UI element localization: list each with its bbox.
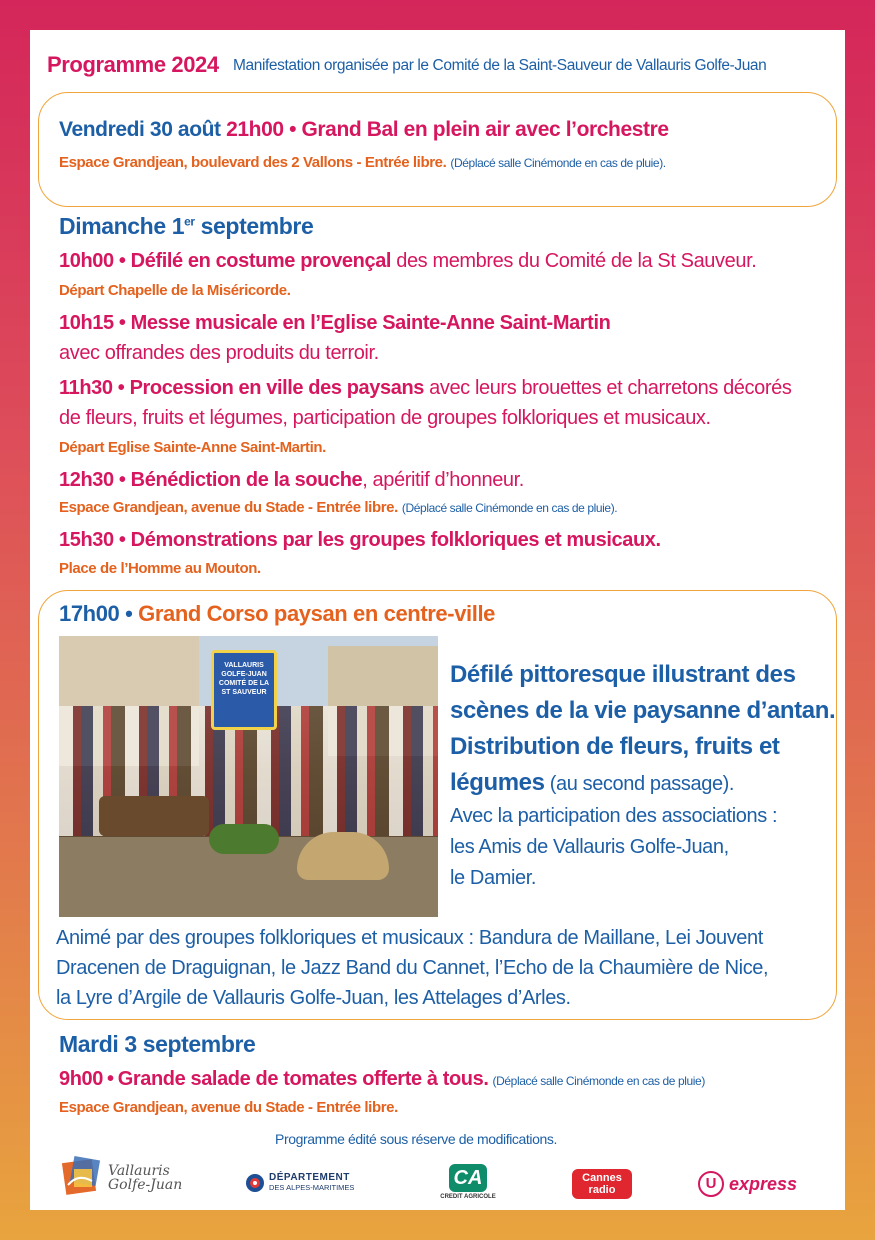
event-line: 10h15 • Messe musicale en l’Eglise Sainte-Anne Saint-Martin <box>59 312 611 334</box>
corso-desc-line: scènes de la vie paysanne d’antan. <box>450 697 836 724</box>
animated-line: Dracenen de Draguignan, le Jazz Band du Cannet, l’Echo de la Chaumière de Nice, <box>56 957 769 979</box>
corso-photo <box>59 636 438 917</box>
vallauris-logo <box>58 1152 208 1204</box>
friday-note: (Déplacé salle Cinémonde en cas de pluie). <box>450 156 666 170</box>
program-subtitle: Manifestation organisée par le Comité de la Saint-Sauveur de Vallauris Golfe-Juan <box>233 57 767 74</box>
event-line: 12h30 • Bénédiction de la souche, apéritif d’honneur. <box>59 469 524 491</box>
vallauris-logo-text: Vallauris Golfe-Juan <box>108 1163 183 1193</box>
assoc-line: le Damier. <box>450 867 537 889</box>
vallauris-emblem-icon <box>58 1155 104 1201</box>
friday-time: 21h00 <box>226 118 284 141</box>
event-detail: avec offrandes des produits du terroir. <box>59 342 379 364</box>
event-note: (Déplacé salle Cinémonde en cas de pluie). <box>401 501 618 515</box>
corso-associations <box>450 801 777 894</box>
event-place: Espace Grandjean, avenue du Stade - Entrée libre. <box>59 1099 398 1116</box>
corso-description <box>450 657 835 802</box>
corso-time: 17h00 <box>59 601 120 626</box>
animated-line: la Lyre d’Argile de Vallauris Golfe-Juan, les Attelages d’Arles. <box>56 987 571 1009</box>
u-logo-icon: U <box>698 1171 724 1197</box>
friday-heading <box>59 118 669 142</box>
corso-desc-line: légumes <box>450 769 545 796</box>
event-place: Départ Chapelle de la Miséricorde. <box>59 282 291 299</box>
event-detail: des membres du Comité de la St Sauveur. <box>391 250 757 272</box>
friday-separator: • <box>289 118 297 141</box>
photo-banner: VALLAURIS GOLFE-JUAN COMITÉ DE LA ST SAUVEUR <box>211 650 277 730</box>
event-detail: avec leurs brouettes et charretons décorés <box>423 377 792 399</box>
friday-date: Vendredi 30 août <box>59 118 221 141</box>
event-time: 11h30 <box>59 377 113 399</box>
departement-logo <box>245 1157 375 1209</box>
sunday-heading <box>59 213 313 240</box>
corso-title: Grand Corso paysan en centre-ville <box>138 601 495 626</box>
program-sheet <box>30 30 845 1210</box>
animated-line: Animé par des groupes folkloriques et musicaux : Bandura de Maillane, Lei Jouvent <box>56 927 763 949</box>
sunday-date-sup: er <box>184 214 195 229</box>
event-time: 12h30 <box>59 469 114 491</box>
event-title: Bénédiction de la souche <box>130 469 363 491</box>
event-place: Place de l’Homme au Mouton. <box>59 560 261 577</box>
assoc-line: les Amis de Vallauris Golfe-Juan, <box>450 836 729 858</box>
friday-event: Grand Bal en plein air avec l’orchestre <box>301 118 669 141</box>
event-place-line <box>59 499 617 517</box>
friday-place: Espace Grandjean, boulevard des 2 Vallons - Entrée libre. <box>59 154 447 171</box>
departement-line1: DÉPARTEMENT <box>269 1172 350 1183</box>
program-title: Programme 2024 <box>47 52 219 77</box>
event-time: 10h00 <box>59 250 114 272</box>
event-title: Défilé en costume provençal <box>130 250 392 272</box>
departement-line2: DES ALPES-MARITIMES <box>269 1183 355 1192</box>
departement-text <box>269 1173 354 1193</box>
sunday-date-suffix: septembre <box>194 213 314 239</box>
corso-animated-by <box>56 923 768 1013</box>
cannes-radio-logo <box>572 1158 634 1210</box>
corso-desc-line-rest: (au second passage). <box>544 773 735 795</box>
event-time: 10h15 <box>59 312 114 334</box>
event-detail: de fleurs, fruits et légumes, participation de groupes folkloriques et musicaux. <box>59 407 711 429</box>
credit-agricole-mark: CA <box>449 1164 487 1192</box>
event-detail: , apéritif d’honneur. <box>362 469 524 491</box>
departement-emblem-icon <box>245 1173 265 1193</box>
event-place: Départ Eglise Sainte-Anne Saint-Martin. <box>59 439 326 456</box>
u-express-text: express <box>729 1173 798 1194</box>
event-title: Messe musicale en l’Eglise Sainte-Anne Saint-Martin <box>130 312 611 334</box>
credit-agricole-logo <box>438 1156 498 1208</box>
cannes-radio-mark: Cannes radio <box>572 1169 632 1199</box>
sunday-date-prefix: Dimanche 1 <box>59 213 185 239</box>
credit-agricole-text: CREDIT AGRICOLE <box>440 1194 496 1200</box>
event-title: Grande salade de tomates offerte à tous. <box>117 1068 489 1090</box>
event-title: Procession en ville des paysans <box>129 377 424 399</box>
friday-box <box>38 92 837 207</box>
tuesday-heading: Mardi 3 septembre <box>59 1031 256 1057</box>
u-express-logo <box>698 1158 808 1210</box>
event-title: Démonstrations par les groupes folkloriques et musicaux. <box>130 529 661 551</box>
event-time: 9h00 <box>59 1068 103 1090</box>
assoc-line: Avec la participation des associations : <box>450 805 778 827</box>
corso-desc-line: Défilé pittoresque illustrant des <box>450 661 796 688</box>
tuesday-event-line: 9h00 • Grande salade de tomates offerte à tous. (Déplacé salle Cinémonde en cas de pluie) <box>59 1068 705 1090</box>
event-time: 15h30 <box>59 529 114 551</box>
event-place: Espace Grandjean, avenue du Stade - Entrée libre. <box>59 499 398 516</box>
disclaimer: Programme édité sous réserve de modifications. <box>275 1131 557 1147</box>
corso-heading: 17h00 • Grand Corso paysan en centre-ville <box>59 601 495 626</box>
corso-desc-line: Distribution de fleurs, fruits et <box>450 733 780 760</box>
event-note: (Déplacé salle Cinémonde en cas de pluie) <box>492 1074 705 1088</box>
friday-place-line <box>59 154 666 172</box>
event-line: 11h30 • Procession en ville des paysans avec leurs brouettes et charretons décorés <box>59 377 792 399</box>
event-line: 10h00 • Défilé en costume provençal des membres du Comité de la St Sauveur. <box>59 250 757 272</box>
event-line: 15h30 • Démonstrations par les groupes folkloriques et musicaux. <box>59 529 661 551</box>
